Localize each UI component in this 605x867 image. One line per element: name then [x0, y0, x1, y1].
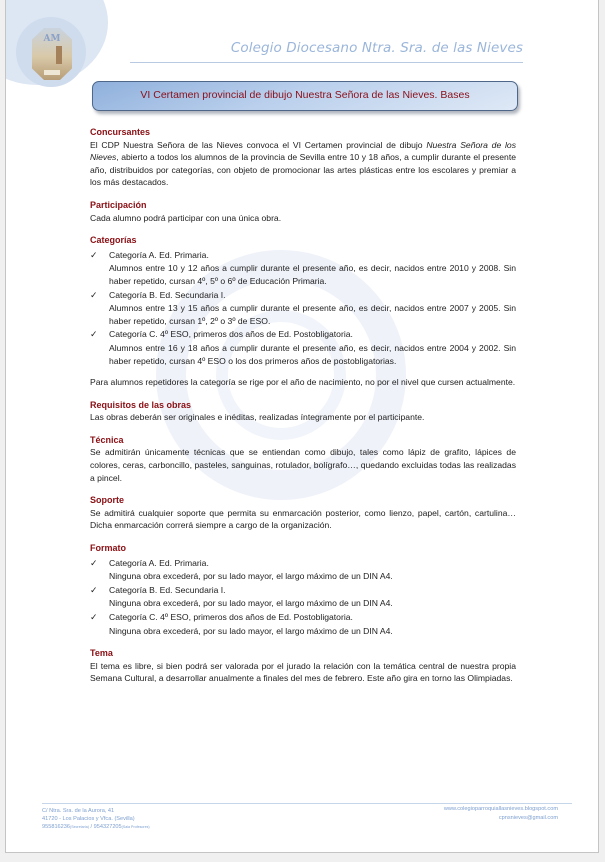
footer-contact	[444, 805, 558, 823]
format-category-label: Categoría C. 4º ESO, primeros dos años de Ed. Postobligatoria.	[109, 612, 353, 622]
footer-phone-label: (Sala Profesores)	[121, 825, 150, 829]
category-description: Alumnos entre 10 y 12 años a cumplir durante el presente año, es decir, nacidos entre 2010 y 2008. Sin haber repetido, cursan 4º, 5º o 6º de Educación Primaria.	[109, 263, 516, 286]
concursantes-italic-title: Nuestra Señora de los Nieves	[90, 139, 516, 163]
footer-website-link[interactable]: www.colegioparroquiallasnieves.blogspot.com	[443, 806, 558, 812]
list-item	[90, 584, 516, 610]
section-heading-formato: Formato	[90, 543, 126, 554]
footer-phone-secretaria: 955816236	[42, 824, 70, 830]
concursantes-text-part: , abierto a todos los alumnos de la provincia de Sevilla entre 10 y 18 años, a cumplir durante el presente año, distribuidos por categorías, con objeto de promocionar las artes plásticas entre los escolares y premiar a los más destacados.	[90, 152, 516, 188]
list-item	[90, 249, 516, 288]
check-icon: ✓	[90, 584, 98, 595]
document-body	[90, 126, 516, 685]
logo-label	[44, 70, 60, 75]
footer-address	[42, 807, 150, 831]
footer-phones	[42, 823, 150, 831]
section-heading-concursantes: Concursantes	[90, 127, 151, 137]
format-description: Ninguna obra excederá, por su lado mayor, el largo máximo de un DIN A4.	[109, 598, 393, 609]
logo-church-icon	[56, 46, 62, 64]
section-heading-soporte: Soporte	[90, 495, 125, 506]
section-heading-categorias: Categorías	[90, 235, 137, 246]
logo-monogram: AM	[43, 34, 61, 44]
footer-phone-profesores: 954327205	[93, 824, 122, 830]
check-icon: ✓	[90, 249, 98, 260]
document-page	[5, 0, 599, 853]
concursantes-text-part: El CDP Nuestra Señora de las Nieves convoca el VI Certamen provincial de dibujo	[90, 139, 427, 150]
check-icon: ✓	[90, 557, 98, 568]
format-description: Ninguna obra excederá, por su lado mayor, el largo máximo de un DIN A4.	[109, 571, 393, 582]
check-icon: ✓	[90, 289, 98, 300]
footer-phone-label: (Secretaría)	[70, 825, 89, 829]
check-icon: ✓	[90, 612, 98, 622]
categorias-list	[90, 249, 516, 367]
list-item	[90, 328, 516, 367]
section-heading-tema: Tema	[90, 648, 113, 659]
document-title-box	[92, 81, 518, 111]
concursantes-text	[90, 139, 516, 189]
document-title[interactable]: VI Certamen provincial de dibujo Nuestra Señora de las Nieves. Bases	[140, 89, 470, 101]
list-item	[90, 289, 516, 328]
format-description: Ninguna obra excederá, por su lado mayor, el largo máximo de un DIN A4.	[109, 625, 393, 636]
category-label: Categoría A. Ed. Primaria.	[109, 249, 209, 260]
format-category-label: Categoría A. Ed. Primaria.	[109, 557, 209, 568]
list-item	[90, 611, 516, 637]
section-heading-requisitos: Requisitos de las obras	[90, 399, 192, 410]
footer-divider	[42, 803, 572, 804]
participacion-text: Cada alumno podrá participar con una única obra.	[90, 212, 282, 223]
category-label: Categoría C. 4º ESO, primeros dos años de Ed. Postobligatoria.	[109, 329, 353, 340]
section-heading-tecnica: Técnica	[90, 434, 124, 445]
footer-address-line2: 41720 - Los Palacios y Vfca. (Sevilla)	[42, 816, 135, 822]
footer-address-line1: C/ Ntra. Sra. de la Aurora, 41	[42, 808, 115, 814]
footer-phone-separator: /	[88, 824, 94, 830]
section-heading-participacion: Participación	[90, 199, 147, 210]
category-label: Categoría B. Ed. Secundaria I.	[109, 289, 226, 300]
list-item	[90, 557, 516, 583]
formato-list	[90, 557, 516, 638]
requisitos-text: Las obras deberán ser originales e inéditas, realizadas íntegramente por el participante.	[90, 412, 425, 423]
header-divider	[130, 62, 523, 63]
format-category-label: Categoría B. Ed. Secundaria I.	[109, 584, 226, 595]
check-icon: ✓	[90, 329, 98, 340]
category-description: Alumnos entre 16 y 18 años a cumplir durante el presente año, es decir, nacidos entre 2004 y 2002. Sin haber repetido, cursan 4º ESO o los dos primeros años de postobligatorias.	[109, 342, 516, 366]
footer-email-link[interactable]: cpnsnieves@gmail.com	[498, 815, 558, 821]
categorias-note: Para alumnos repetidores la categoría se rige por el año de nacimiento, no por el nivel que cursen actualmente.	[90, 377, 516, 388]
tecnica-text: Se admitirán únicamente técnicas que se entiendan como dibujo, tales como lápiz de grafito, lápices de colores, ceras, carboncillo, pasteles, sanguinas, rotulador, bolígrafo…, quedando excluidas todas las realizadas a pincel.	[90, 447, 516, 483]
school-name-header: Colegio Diocesano Ntra. Sra. de las Nieves	[230, 40, 523, 56]
tema-text: El tema es libre, si bien podrá ser valorada por el jurado la relación con la temática central de nuestra propia Semana Cultural, a desarrollar anualmente a finales del mes de febrero. Este año gira en torno las Olimpiadas.	[90, 660, 516, 684]
soporte-text: Se admitirá cualquier soporte que permita su enmarcación posterior, como lienzo, papel, cartón, cartulina… Dicha enmarcación correrá siempre a cargo de la organización.	[90, 507, 516, 531]
category-description: Alumnos entre 13 y 15 años a cumplir durante el presente año, es decir, nacidos entre 2007 y 2005. Sin haber repetido, cursan 1º, 2º o 3º de ESO.	[109, 303, 516, 326]
